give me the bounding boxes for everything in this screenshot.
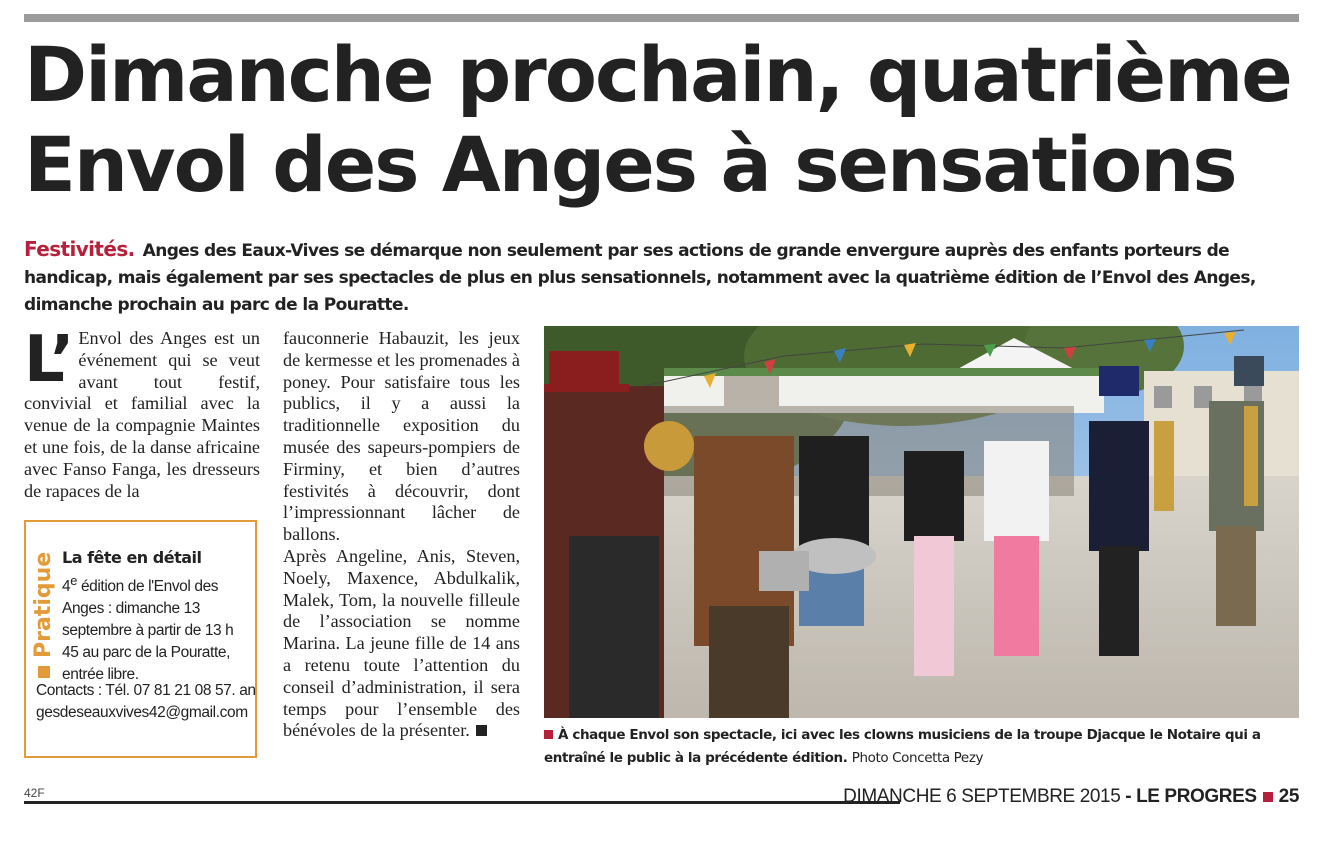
footer-date: DIMANCHE 6 SEPTEMBRE 2015 bbox=[843, 786, 1121, 807]
footer-separator: - bbox=[1125, 786, 1132, 807]
body-column-2 bbox=[283, 328, 520, 742]
info-box-contacts: Contacts : Tél. 07 81 21 08 57. angesdeseauxvives42@gmail.com bbox=[36, 682, 256, 721]
photo-credit: Photo Concetta Pezy bbox=[851, 750, 984, 766]
red-square-icon bbox=[1263, 792, 1273, 802]
photo-caption bbox=[544, 724, 1284, 770]
info-box bbox=[24, 520, 257, 758]
info-box-label: Pratique bbox=[31, 552, 56, 678]
red-square-icon bbox=[544, 730, 553, 739]
body-col2-paragraph-2: Après Angeline, Anis, Steven, Noely, Maxence, Abdulkalik, Malek, Tom, la nouvelle filleule de l’association se nomme Marina. La jeune fille de 14 ans a retenu toute l’attention du conseil d’administration, il sera temps pour l’ensemble des bénévoles de la présenter. bbox=[283, 545, 520, 741]
body-col2-paragraph-1: fauconnerie Habauzit, les jeux de kermesse et les promenades à poney. Pour satisfaire tous les publics, il y a aussi la traditionnelle exposition du musée des sapeurs-pompiers de Firminy, et bien d’autres festivités à découvrir, dont l’impressionnant lâcher de ballons. bbox=[283, 328, 520, 545]
lead-text: Anges des Eaux-Vives se démarque non seulement par ses actions de grande envergure auprès des enfants porteurs de handicap, mais également par ses spectacles de plus en plus sensationnels, notamment avec la quatrième édition de l’Envol des Anges, dimanche prochain au parc de la Pouratte. bbox=[24, 241, 1256, 315]
orange-square-icon bbox=[38, 666, 50, 678]
festival-photo-illustration bbox=[544, 326, 1299, 718]
body-col1-text: Envol des Anges est un événement qui se veut avant tout festif, convivial et familial avec la venue de la compagnie Maintes et une fois, de la danse africaine avec Fanso Fanga, les dresseurs de rapaces de la bbox=[24, 328, 260, 501]
info-box-details: 4e édition de l'Envol des Anges : dimanche 13 septembre à partir de 13 h 45 au parc de la Pouratte, entrée libre. bbox=[62, 573, 234, 684]
info-box-title: La fête en détail bbox=[62, 548, 202, 567]
page-footer bbox=[843, 786, 1299, 808]
newspaper-brand: LE PROGRES bbox=[1136, 786, 1257, 807]
end-mark-icon bbox=[476, 725, 487, 736]
top-rule bbox=[24, 14, 1299, 22]
headline: Dimanche prochain, quatrième Envol des Anges à sensations bbox=[24, 30, 1291, 209]
folio-code: 42F bbox=[24, 786, 45, 800]
article-photo bbox=[544, 326, 1299, 718]
lead-paragraph bbox=[24, 236, 1304, 319]
drop-cap: L’ bbox=[24, 323, 75, 397]
caption-text: À chaque Envol son spectacle, ici avec les clowns musiciens de la troupe Djacque le Notaire qui a entraîné le public à la précédente édition. bbox=[544, 727, 1261, 766]
body-column-1 bbox=[24, 323, 260, 502]
bottom-rule bbox=[24, 801, 900, 804]
page-number: 25 bbox=[1278, 786, 1299, 807]
kicker: Festivités. bbox=[24, 237, 135, 261]
